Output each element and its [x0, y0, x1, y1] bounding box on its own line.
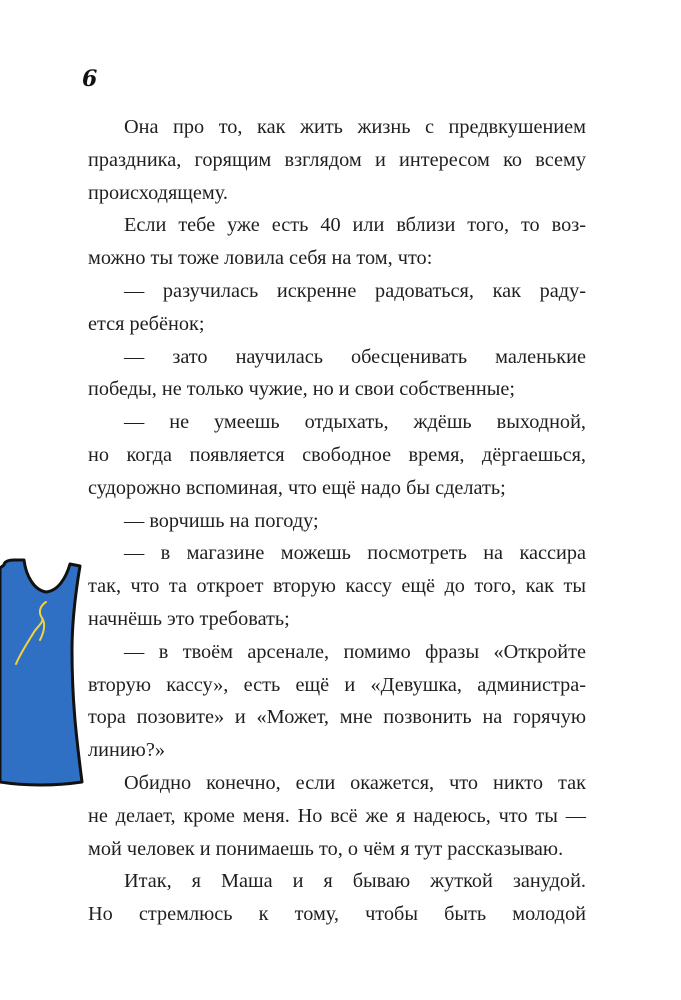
- page-number: 6: [82, 66, 98, 92]
- text-line: ется ребёнок;: [88, 312, 205, 335]
- text-line: вторую кассу», есть ещё и «Девушка, администра-: [88, 673, 586, 696]
- text-line: но когда появляется свободное время, дёргаешься,: [88, 443, 586, 466]
- text-line: праздника, горящим взглядом и интересом ко всему: [88, 148, 586, 171]
- text-line: тора позовите» и «Может, мне позвонить на горячую: [88, 706, 586, 729]
- text-line: — в магазине можешь посмотреть на кассира: [124, 542, 586, 565]
- text-line: Итак, я Маша и я бываю жуткой занудой.: [124, 870, 586, 893]
- apron-illustration: [0, 550, 90, 790]
- body-text: [88, 111, 586, 931]
- text-line: — разучилась искренне радоваться, как раду-: [124, 279, 586, 302]
- text-line: — зато научилась обесценивать маленькие: [124, 345, 586, 368]
- text-line: Она про то, как жить жизнь с предвкушением: [124, 116, 586, 138]
- text-line: происходящему.: [88, 181, 228, 204]
- text-line: судорожно вспоминая, что ещё надо бы сделать;: [88, 476, 506, 499]
- text-line: — не умеешь отдыхать, ждёшь выходной,: [124, 411, 586, 434]
- text-line: мой человек и понимаешь то, о чём я тут рассказываю.: [88, 837, 564, 860]
- text-line: можно ты тоже ловила себя на том, что:: [88, 247, 433, 270]
- text-line: так, что та откроет вторую кассу ещё до того, как ты: [88, 575, 586, 598]
- text-line: Если тебе уже есть 40 или вблизи того, то воз-: [124, 214, 586, 237]
- text-line: победы, не только чужие, но и свои собственные;: [88, 378, 515, 401]
- text-line: линию?»: [88, 739, 165, 762]
- text-line: Но стремлюсь к тому, чтобы быть молодой: [88, 903, 586, 926]
- text-line: не делает, кроме меня. Но всё же я надеюсь, что ты —: [88, 804, 586, 827]
- apron-body: [0, 560, 82, 785]
- text-line: — в твоём арсенале, помимо фразы «Откройте: [124, 640, 586, 663]
- text-line: Обидно конечно, если окажется, что никто так: [124, 771, 586, 794]
- text-line: — ворчишь на погоду;: [124, 509, 319, 532]
- text-line: начнёшь это требовать;: [88, 607, 290, 630]
